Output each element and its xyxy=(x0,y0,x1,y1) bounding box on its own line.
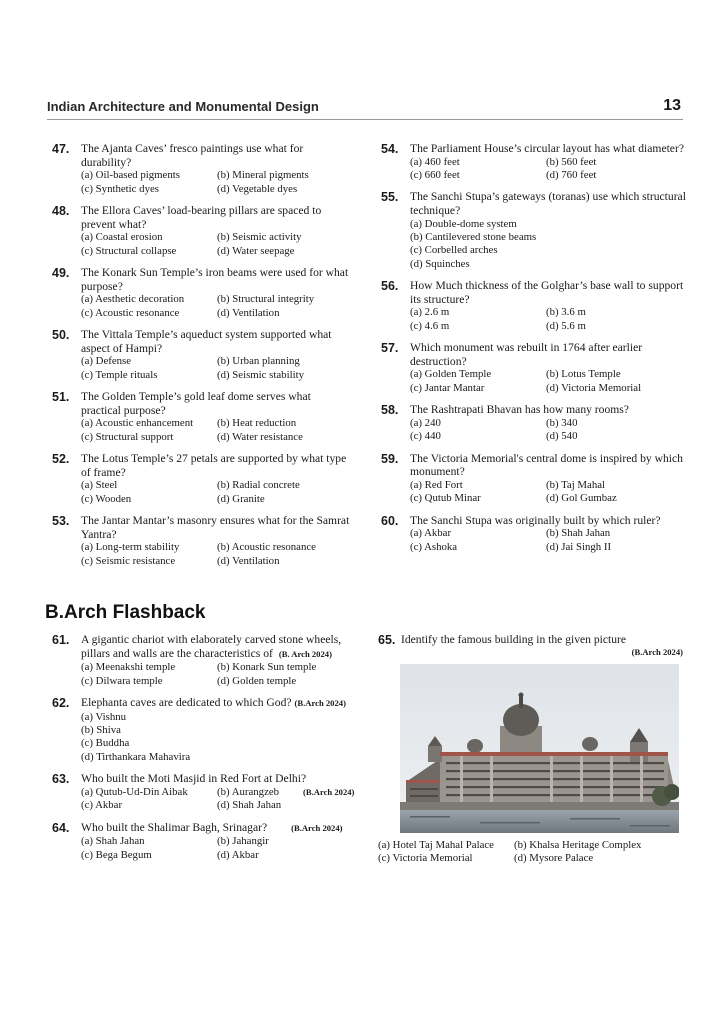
option: (c) Structural support xyxy=(81,430,174,443)
option: (b) Khalsa Heritage Complex xyxy=(514,838,642,851)
option: (a) 240 xyxy=(410,416,441,429)
question-number: 56. xyxy=(381,279,399,294)
question-text: The Lotus Temple’s 27 petals are supported by what type of frame? xyxy=(81,452,347,479)
question-51 xyxy=(52,390,352,444)
question-text-body: Who built the Shalimar Bagh, Srinagar? xyxy=(81,820,268,834)
running-title: Indian Architecture and Monumental Design xyxy=(47,99,319,114)
option: (d) Tirthankara Mahavira xyxy=(81,750,191,763)
options xyxy=(81,479,352,506)
question-number: 48. xyxy=(52,204,70,218)
option: (b) Taj Mahal xyxy=(546,478,606,491)
question-number: 55. xyxy=(381,190,399,205)
option: (c) Akbar xyxy=(81,799,123,812)
question-54 xyxy=(381,142,686,182)
question-60 xyxy=(381,514,686,554)
options xyxy=(410,479,686,506)
page-number: 13 xyxy=(663,97,681,114)
option: (a) Hotel Taj Mahal Palace xyxy=(378,838,494,851)
option: (c) Corbelled arches xyxy=(410,244,498,257)
question-text: The Ellora Caves’ load-bearing pillars are spaced to prevent what? xyxy=(81,204,322,231)
option: (b) Aurangzeb xyxy=(217,785,280,798)
option: (b) 3.6 m xyxy=(546,306,586,319)
options xyxy=(410,368,686,395)
section-title: B.Arch Flashback xyxy=(45,602,206,623)
option: (a) Long-term stability xyxy=(81,541,180,554)
page-header xyxy=(47,97,683,120)
option: (c) Temple rituals xyxy=(81,368,158,381)
option: (d) Seismic stability xyxy=(217,368,304,381)
question-58 xyxy=(381,403,686,443)
flashback-right-column xyxy=(378,633,683,873)
option: (a) Acoustic enhancement xyxy=(81,417,194,430)
option: (b) 340 xyxy=(546,416,578,429)
question-53 xyxy=(52,514,352,568)
option: (a) Steel xyxy=(81,479,118,492)
option: (b) Lotus Temple xyxy=(546,368,621,381)
option: (a) Coastal erosion xyxy=(81,231,163,244)
option: (c) Seismic resistance xyxy=(81,554,176,567)
question-56 xyxy=(381,279,686,333)
option: (b) Shiva xyxy=(81,724,121,736)
question-text-body: Elephanta caves are dedicated to which God? xyxy=(81,696,292,709)
question-63 xyxy=(52,772,357,812)
option: (c) 4.6 m xyxy=(410,319,450,332)
question-number: 60. xyxy=(381,513,399,528)
option: (b) Mineral pigments xyxy=(217,169,309,182)
question-number: 49. xyxy=(52,266,70,280)
option: (d) Victoria Memorial xyxy=(546,381,642,394)
option: (c) 660 feet xyxy=(410,169,460,181)
exam-tag: (B.Arch 2024) xyxy=(294,698,346,708)
option: (d) Golden temple xyxy=(217,674,297,687)
option: (a) Vishnu xyxy=(81,710,127,723)
question-number: 62. xyxy=(52,696,70,710)
option: (c) Qutub Minar xyxy=(410,492,481,505)
question-number: 64. xyxy=(52,820,70,835)
option: (c) Wooden xyxy=(81,492,132,505)
option: (d) Granite xyxy=(217,492,265,505)
option: (d) Squinches xyxy=(410,257,470,270)
option: (b) Shah Jahan xyxy=(546,527,611,540)
option: (c) Structural collapse xyxy=(81,244,177,257)
question-59 xyxy=(381,452,686,506)
option: (a) Oil-based pigments xyxy=(81,169,180,182)
options xyxy=(410,218,686,272)
question-52 xyxy=(52,452,352,506)
building-photo-illustration xyxy=(400,664,679,833)
question-number: 59. xyxy=(381,451,399,466)
options xyxy=(378,839,683,866)
option: (a) Double-dome system xyxy=(410,217,517,230)
question-text: The Sanchi Stupa’s gateways (toranas) use which structural technique? xyxy=(410,190,686,217)
option: (b) Heat reduction xyxy=(217,417,297,430)
question-text: The Ajanta Caves’ fresco paintings use what for durability? xyxy=(81,142,304,169)
question-57 xyxy=(381,341,686,395)
option: (a) 2.6 m xyxy=(410,306,450,319)
question-number: 53. xyxy=(52,514,70,528)
question-47 xyxy=(52,142,352,196)
right-column xyxy=(381,142,686,562)
question-text: The Jantar Mantar’s masonry ensures what for the Samrat Yantra? xyxy=(81,514,350,541)
option: (d) 760 feet xyxy=(546,169,597,181)
question-text: The Vittala Temple’s aqueduct system supported what aspect of Hampi? xyxy=(81,328,332,355)
question-number: 61. xyxy=(52,633,70,647)
option: (c) Ashoka xyxy=(410,540,458,553)
question-text: Which monument was rebuilt in 1764 after earlier destruction? xyxy=(410,341,643,368)
question-number: 52. xyxy=(52,452,70,466)
option: (a) Golden Temple xyxy=(410,368,492,381)
question-65 xyxy=(378,633,683,865)
question-61 xyxy=(52,633,357,688)
question-50 xyxy=(52,328,352,382)
options xyxy=(81,786,357,813)
question-text: How Much thickness of the Golghar’s base wall to support its structure? xyxy=(410,279,684,306)
question-number: 58. xyxy=(381,403,399,418)
option: (b) Konark Sun temple xyxy=(217,661,317,674)
options xyxy=(81,231,352,258)
option: (d) Akbar xyxy=(217,848,259,861)
options xyxy=(81,661,357,688)
option: (b) Radial concrete xyxy=(217,479,300,492)
question-number: 50. xyxy=(52,328,70,342)
option: (b) Seismic activity xyxy=(217,231,302,244)
question-text xyxy=(81,821,357,836)
exam-tag: (B.Arch 2024) xyxy=(631,646,683,657)
question-62 xyxy=(52,696,357,764)
flashback-left-column xyxy=(52,633,357,870)
option: (a) Defense xyxy=(81,355,132,368)
option: (d) Gol Gumbaz xyxy=(546,492,617,505)
exam-tag: (B.Arch 2024) xyxy=(303,786,355,797)
options xyxy=(81,711,357,765)
option: (c) Synthetic dyes xyxy=(81,182,159,195)
exam-tag: (B. Arch 2024) xyxy=(278,648,332,659)
exam-tag: (B.Arch 2024) xyxy=(291,822,343,833)
options xyxy=(410,417,686,444)
question-text-body: A gigantic chariot with elaborately carved stone wheels, pillars and walls are the characteristics of xyxy=(81,633,342,660)
question-number: 57. xyxy=(381,341,399,356)
option: (b) Jahangir xyxy=(217,835,269,848)
question-number: 47. xyxy=(52,142,70,156)
option: (b) Acoustic resonance xyxy=(217,541,316,554)
question-text xyxy=(81,633,357,661)
option: (d) 540 xyxy=(546,430,578,443)
option: (d) Jai Singh II xyxy=(546,540,612,553)
options xyxy=(410,306,686,333)
left-column xyxy=(52,142,352,576)
option: (d) Ventilation xyxy=(217,554,280,567)
question-text: The Victoria Memorial's central dome is inspired by which monument? xyxy=(410,451,683,479)
option: (b) Structural integrity xyxy=(217,293,315,306)
question-text: The Golden Temple’s gold leaf dome serves what practical purpose? xyxy=(81,390,311,417)
options xyxy=(81,355,352,382)
question-55 xyxy=(381,190,686,271)
option: (c) Buddha xyxy=(81,737,130,750)
option: (a) Shah Jahan xyxy=(81,835,145,848)
option: (d) Water resistance xyxy=(217,430,303,443)
option: (c) Victoria Memorial xyxy=(378,852,473,864)
taj-mahal-palace-photo xyxy=(400,664,679,833)
options xyxy=(81,417,352,444)
option: (b) 560 feet xyxy=(546,155,597,168)
option: (d) Vegetable dyes xyxy=(217,182,298,195)
options xyxy=(410,156,686,183)
options xyxy=(81,835,357,862)
option: (b) Cantilevered stone beams xyxy=(410,231,537,243)
option: (a) Red Fort xyxy=(410,478,463,491)
options xyxy=(410,527,686,554)
question-text: Who built the Moti Masjid in Red Fort at Delhi? xyxy=(81,772,307,786)
question-text: The Parliament House’s circular layout has what diameter? xyxy=(410,142,684,155)
question-text: The Rashtrapati Bhavan has how many rooms? xyxy=(410,403,629,417)
option: (c) Jantar Mantar xyxy=(410,381,485,394)
question-number: 65. xyxy=(378,633,396,647)
question-text: The Konark Sun Temple’s iron beams were used for what purpose? xyxy=(81,266,349,293)
question-49 xyxy=(52,266,352,320)
option: (a) Qutub-Ud-Din Aibak xyxy=(81,785,188,798)
option: (c) Dilwara temple xyxy=(81,674,163,687)
options xyxy=(81,169,352,196)
question-number: 51. xyxy=(52,390,70,404)
option: (a) Akbar xyxy=(410,527,452,540)
option: (d) 5.6 m xyxy=(546,319,586,332)
option: (a) Meenakshi temple xyxy=(81,661,176,674)
option: (b) Urban planning xyxy=(217,355,300,368)
option: (a) 460 feet xyxy=(410,155,460,168)
option: (a) Aesthetic decoration xyxy=(81,293,185,306)
options xyxy=(81,541,352,568)
question-48 xyxy=(52,204,352,258)
option: (d) Water seepage xyxy=(217,244,295,257)
option: (d) Mysore Palace xyxy=(514,852,594,864)
question-64 xyxy=(52,821,357,862)
option: (d) Ventilation xyxy=(217,306,280,319)
option: (c) Bega Begum xyxy=(81,848,152,861)
question-text xyxy=(81,696,357,711)
question-text: Identify the famous building in the given picture xyxy=(401,633,627,646)
question-number: 63. xyxy=(52,772,70,787)
option: (c) Acoustic resonance xyxy=(81,306,180,319)
options xyxy=(81,293,352,320)
question-text: The Sanchi Stupa was originally built by which ruler? xyxy=(410,513,661,527)
option: (c) 440 xyxy=(410,430,441,443)
question-number: 54. xyxy=(381,142,399,156)
option: (d) Shah Jahan xyxy=(217,799,282,812)
